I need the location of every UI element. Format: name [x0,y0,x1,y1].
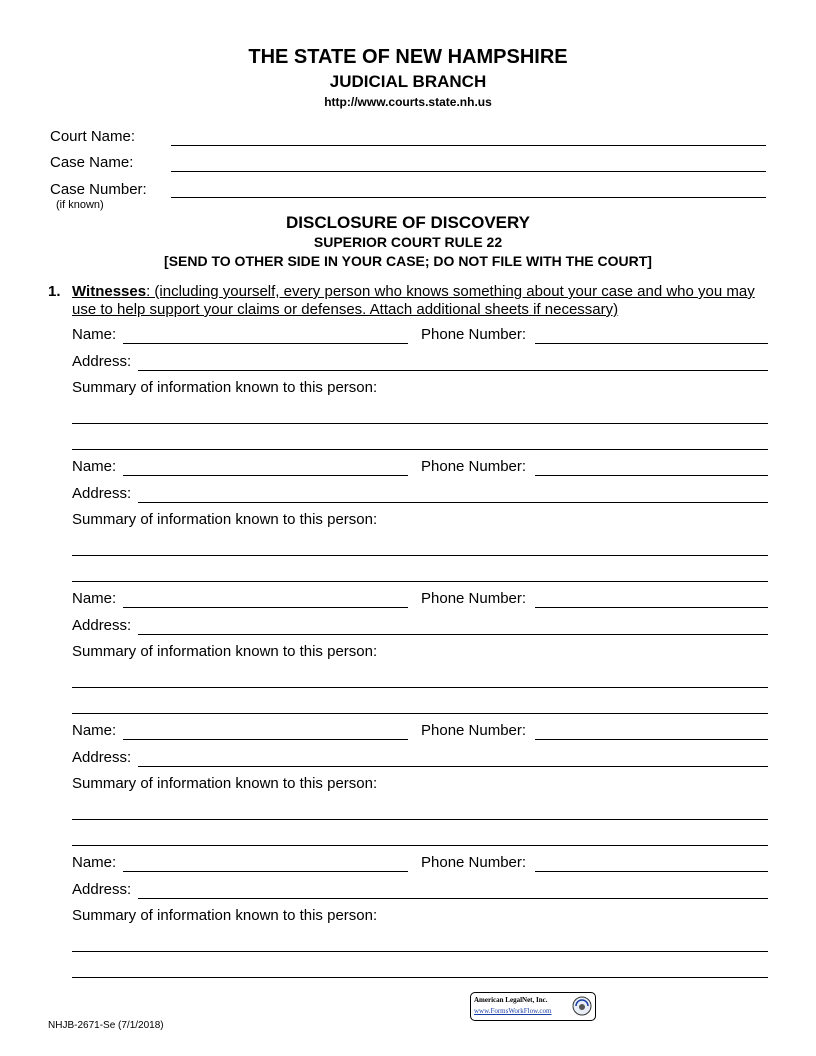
court-name-field[interactable] [171,145,766,146]
witness-summary-line[interactable] [72,819,768,820]
witness-summary-line[interactable] [72,687,768,688]
witness-summary-label: Summary of information known to this person: [72,907,378,924]
witness-summary-label: Summary of information known to this person: [72,511,378,528]
witness-address-field[interactable] [138,634,768,635]
case-name-label: Case Name: [50,154,134,171]
witnesses-description: : (including yourself, every person who knows something about your case and who you may use to help support your claims or defenses. Attach additional sheets if necessary) [72,283,755,318]
witness-name-label: Name: [72,722,117,739]
witness-phone-field[interactable] [535,475,768,476]
witness-summary-label: Summary of information known to this person: [72,379,378,396]
witness-name-field[interactable] [123,475,408,476]
witness-address-field[interactable] [138,502,768,503]
state-title: THE STATE OF NEW HAMPSHIRE [248,46,568,68]
witness-phone-field[interactable] [535,343,768,344]
case-number-field[interactable] [171,197,766,198]
witness-entry [0,846,816,978]
branch-title: JUDICIAL BRANCH [329,72,487,91]
witness-phone-label: Phone Number: [421,854,527,871]
witnesses-heading: Witnesses [72,283,147,300]
witness-summary-line[interactable] [72,977,768,978]
case-number-label: Case Number: [50,181,147,198]
legalnet-logo[interactable] [470,992,596,1021]
if-known-note: (if known) [56,199,104,211]
witness-name-field[interactable] [123,607,408,608]
witness-summary-label: Summary of information known to this person: [72,643,378,660]
witness-summary-line[interactable] [72,423,768,424]
witness-phone-label: Phone Number: [421,590,527,607]
witness-name-field[interactable] [123,739,408,740]
witnesses-instructions [72,283,762,319]
witness-name-label: Name: [72,590,117,607]
logo-company-name: American LegalNet, Inc. [474,996,548,1004]
witness-name-label: Name: [72,326,117,343]
section-number: 1. [48,283,61,300]
witness-entry [0,450,816,582]
logo-url-link[interactable]: www.FormsWorkFlow.com [474,1007,552,1015]
rule-subtitle: SUPERIOR COURT RULE 22 [313,234,503,250]
witness-address-label: Address: [72,485,132,502]
witness-phone-field[interactable] [535,739,768,740]
court-name-label: Court Name: [50,128,136,145]
form-title: DISCLOSURE OF DISCOVERY [285,213,530,232]
witness-entry [0,714,816,846]
witness-phone-field[interactable] [535,607,768,608]
witness-entry [0,318,816,450]
witness-entry [0,582,816,714]
case-name-field[interactable] [171,171,766,172]
witness-summary-line[interactable] [72,555,768,556]
form-code: NHJB-2671-Se (7/1/2018) [48,1020,164,1031]
court-url[interactable]: http://www.courts.state.nh.us [324,95,492,109]
witness-name-label: Name: [72,458,117,475]
witness-phone-label: Phone Number: [421,326,527,343]
witness-name-label: Name: [72,854,117,871]
witness-phone-label: Phone Number: [421,458,527,475]
filing-instruction: [SEND TO OTHER SIDE IN YOUR CASE; DO NOT FILE WITH THE COURT] [164,253,652,269]
witness-address-label: Address: [72,881,132,898]
witness-address-label: Address: [72,353,132,370]
witness-address-label: Address: [72,617,132,634]
witness-summary-label: Summary of information known to this person: [72,775,378,792]
witness-address-label: Address: [72,749,132,766]
witness-name-field[interactable] [123,343,408,344]
witness-phone-label: Phone Number: [421,722,527,739]
witness-address-field[interactable] [138,766,768,767]
witness-address-field[interactable] [138,898,768,899]
witness-phone-field[interactable] [535,871,768,872]
witness-address-field[interactable] [138,370,768,371]
witness-name-field[interactable] [123,871,408,872]
witness-summary-line[interactable] [72,951,768,952]
globe-icon [572,996,592,1016]
